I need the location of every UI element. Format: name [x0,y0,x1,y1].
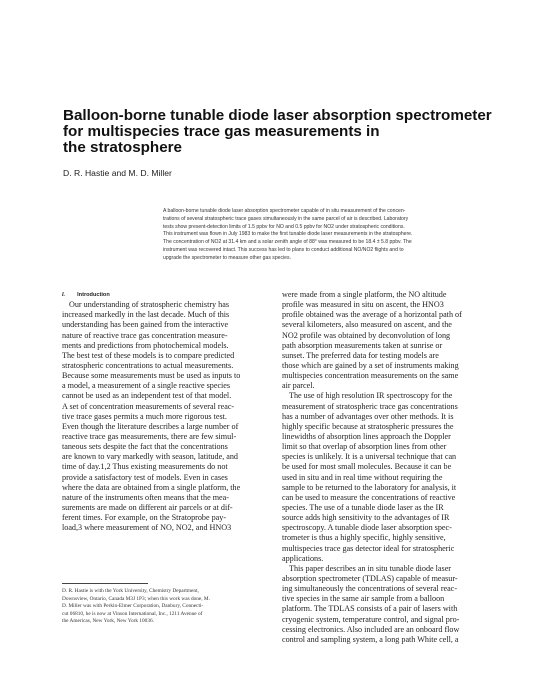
text-line: path absorption measurements taken at sunrise or [282,340,443,350]
text-line: increased markedly in the last decade. Much of this [62,310,230,320]
text-line: several kilometers, also measured on ascent, and the [282,320,452,330]
text-line: sunset. The preferred data for testing models are [282,350,439,360]
text-line: platform. The TDLAS consists of a pair of lasers with [282,604,458,614]
abstract [163,208,515,263]
text-line: linewidths of absorption lines approach the Doppler [282,431,451,441]
text-line: sample to be returned to the laboratory for analysis, it [282,482,457,492]
text-line: Our understanding of stratospheric chemistry has [69,300,229,310]
text-line: The use of high resolution IR spectroscopy for the [289,391,453,401]
footnote-line: D. Miller was with Perkin-Elmer Corporation, Danbury, Connecti- [62,603,204,609]
abstract-line: instrument was recovered intact. This success has led to plans to conduct additional NO/NO2 flights and to [163,246,404,253]
paper-title [63,107,492,156]
text-line: be used for most small molecules. Because it can be [282,462,452,472]
text-line: measurement of stratospheric trace gas concentrations [282,401,458,411]
text-line: nature of reactive trace gas concentration measure- [62,330,228,340]
text-line: were made from a single platform, the NO altitude [282,290,447,299]
footnote-line: cut 06810, he is now at Vinson International, Inc., 1211 Avenue of [62,610,203,617]
text-line: understanding has been gained from the interactive [62,320,229,330]
text-line: cryogenic system, temperature control, and signal pro- [282,614,460,624]
text-line: multispecies trace gas detector ideal for stratospheric [282,543,455,553]
text-line: stratospheric concentrations to actual measurements. [62,360,234,370]
authors: D. R. Hastie and M. D. Miller [63,168,172,178]
right-column [282,290,502,645]
text-line: profile was measured in situ on ascent, the HNO3 [282,300,444,310]
text-line: source adds high sensitivity to the advantages of IR [282,513,450,523]
text-line: are known to vary markedly with season, latitude, and [62,452,238,462]
text-line: time of day.1,2 Thus existing measurements do not [62,462,228,472]
text-line: species. The use of a tunable diode laser as the IR [282,502,444,512]
text-line: used in situ and in real time without requiring the [282,472,443,482]
footnote-line: D. R. Hastie is with the York University, Chemistry Department, [62,588,199,594]
text-line: provide a satisfactory test of models. Even in cases [62,472,228,482]
text-line: nature of the instruments often means that the mea- [62,492,229,502]
text-line: load,3 where measurement of NO, NO2, and HNO3 [62,523,232,533]
section-title: Introduction [77,292,110,298]
section-heading [62,290,282,300]
text-line: tive trace gases permits a much more rigorous test. [62,411,227,421]
text-line: reactive trace gas measurements, there are few simul- [62,431,237,441]
text-line: can be used to measure the concentrations of reactive [282,492,456,502]
text-line: highly specific because at stratospheric pressures the [282,421,454,431]
left-column-body [62,300,282,533]
text-line: multispecies concentration measurements on the same [282,371,459,381]
text-line: species is unlikely. It is a universal technique that can [282,452,457,462]
text-line: This paper describes an in situ tunable diode laser [289,563,452,573]
text-line: has a number of advantages over other methods. It is [282,411,454,421]
text-line: a model, a measurement of a single reactive species [62,381,231,391]
text-line: ferent times. For example, on the Stratoprobe pay- [62,513,227,523]
text-line: surements are made on different air parcels or at dif- [62,502,233,512]
abstract-line: A balloon-borne tunable diode laser absorption spectrometer capable of in situ measurement of the concen- [163,208,406,214]
text-line: taneous sets despite the fact that the concentrations [62,442,228,452]
text-line: cessing electronics. Also included are an onboard flow [282,624,460,634]
text-line: Because some measurements must be used as inputs to [62,371,241,381]
title-line: the stratosphere [63,139,183,156]
text-line: profile obtained was the average of a horizontal path of [282,310,462,320]
text-line: ments and predictions from photochemical models. [62,340,229,350]
text-line: tive species in the same air sample from a balloon [282,594,445,604]
abstract-line: This instrument was flown in July 1983 to make the first tunable diode laser measurements in the stratosphere. [163,231,413,238]
text-line: limit so that overlap of absorption lines from other [282,442,447,452]
text-line: Even though the literature describes a large number of [62,421,239,431]
right-column-body [282,290,502,645]
text-line: ing simultaneously the concentrations of several reac- [282,584,458,594]
text-line: applications. [282,553,324,563]
text-line: absorption spectrometer (TDLAS) capable of measur- [282,573,458,583]
footnote-line: Downsview, Ontario, Canada M3J 1P3; when this work was done, M. [62,595,210,602]
text-line: those which are gained by a set of instruments making [282,360,459,370]
abstract-line: trations of several stratospheric trace gases simultaneously in the same parcel of air is described. Laboratory [163,215,409,222]
abstract-line: The concentration of NO2 at 31.4 km and a solar zenith angle of 88° was measured to be 18.4 ± 5.8 ppbv. The [163,239,412,246]
text-line: control and sampling system, a long path White cell, a [282,634,459,644]
title-line: for multispecies trace gas measurements in [63,123,380,140]
footnote [62,588,282,626]
text-line: NO2 profile was obtained by deconvolution of long [282,330,451,340]
text-line: spectroscopy. A tunable diode laser absorption spec- [282,523,452,533]
text-line: cannot be used as an independent test of that model. [62,391,232,401]
footnote-rule [62,583,148,584]
title-line: Balloon-borne tunable diode laser absorption spectrometer [63,107,492,124]
text-line: where the data are obtained from a single platform, the [62,482,241,492]
text-line: air parcel. [282,381,315,391]
abstract-line: tests show present-detection limits of 1.5 ppbv for NO and 0.5 ppbv for NO2 under stratospheric conditions. [163,223,405,230]
text-line: The best test of these models is to compare predicted [62,350,235,360]
text-line: A set of concentration measurements of several reac- [62,401,235,411]
left-column [62,290,282,533]
text-line: trometer is thus a highly specific, highly sensitive, [282,533,446,543]
section-number: I. [62,292,66,298]
abstract-line: upgrade the spectrometer to measure other gas species. [163,254,291,261]
footnote-line: the Americas, New York, New York 10036. [62,618,154,624]
